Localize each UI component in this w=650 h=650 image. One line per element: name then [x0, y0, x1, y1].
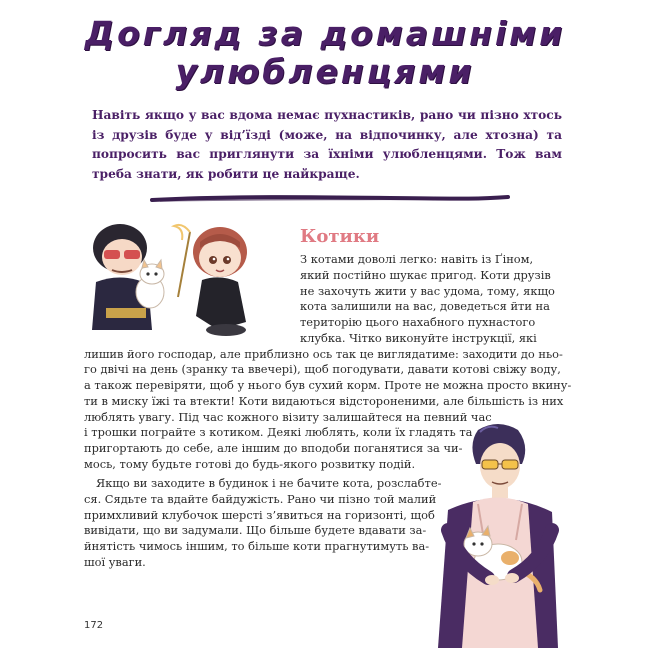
page-title-line-2: улюбленцями: [175, 52, 475, 91]
body-line: а також перевіряти, щоб у нього був сухий корм. Проте не можна просто вкину-: [84, 378, 572, 392]
body-line: ти в миску їжі та втекти! Коти видаються відстороненими, але більшість із них: [84, 394, 564, 408]
body-line: який постійно шукає пригод. Коти друзів: [300, 268, 551, 282]
section-heading-cats: Котики: [300, 226, 380, 247]
body-line: го двічі на день (зранку та ввечері), щоб погодувати, давати котові свіжу воду,: [84, 362, 561, 376]
body-line: територію цього нахабного пухнастого: [300, 315, 536, 329]
body-line: клубка. Чітко виконуйте інструкції, які: [300, 331, 537, 345]
body-line: вивідати, що ви задумали. Що більше будете вдавати за-: [84, 523, 427, 537]
intro-paragraph: Навіть якщо у вас вдома немає пухнастиків, рано чи пізно хтось із друзів буде у від’їзді (може, на відпочинку, але хтозна) та попросить вас приглянути за їхніми улюбленцями. Тож вам треба знати, як робити це найкраще.: [92, 108, 562, 181]
body-line: лишив його господар, але приблизно ось так це виглядатиме: заходити до ньо-: [84, 347, 563, 361]
body-line: примхливий клубочок шерсті з’явиться на горизонті, щоб: [84, 508, 435, 522]
body-line: ся. Сядьте та вдайте байдужість. Рано чи пізно той малий: [84, 492, 437, 506]
brush-stroke-divider: [150, 193, 510, 205]
body-line: йнятість чимось іншим, то більше коти прагнутимуть ва-: [84, 539, 430, 553]
body-line: З котами доволі легко: навіть із Ґіном,: [300, 252, 534, 266]
man-with-cat-illustration: [418, 420, 568, 648]
body-line: люблять увагу. Під час кожного візиту залишайтеся на певний час: [84, 410, 492, 424]
body-line: і трошки пограйте з котиком. Деякі люблять, коли їх гладять та: [84, 425, 473, 439]
body-line: не захочуть жити у вас удома, тому, якщо: [300, 284, 555, 298]
body-line: пригортають до себе, але іншим до вподоби поганятися за чи-: [84, 441, 463, 455]
body-line: кота залишили на вас, доведеться йти на: [300, 299, 550, 313]
page-title-line-1: Догляд за домашніми: [84, 14, 566, 53]
chibi-characters-illustration: [78, 212, 288, 342]
body-line: мось, тому будьте готові до будь-якого розвитку подій.: [84, 457, 416, 471]
body-line: шої уваги.: [84, 555, 146, 569]
page-number: 172: [84, 620, 104, 631]
body-line: Якщо ви заходите в будинок і не бачите кота, розслабте-: [96, 476, 442, 490]
